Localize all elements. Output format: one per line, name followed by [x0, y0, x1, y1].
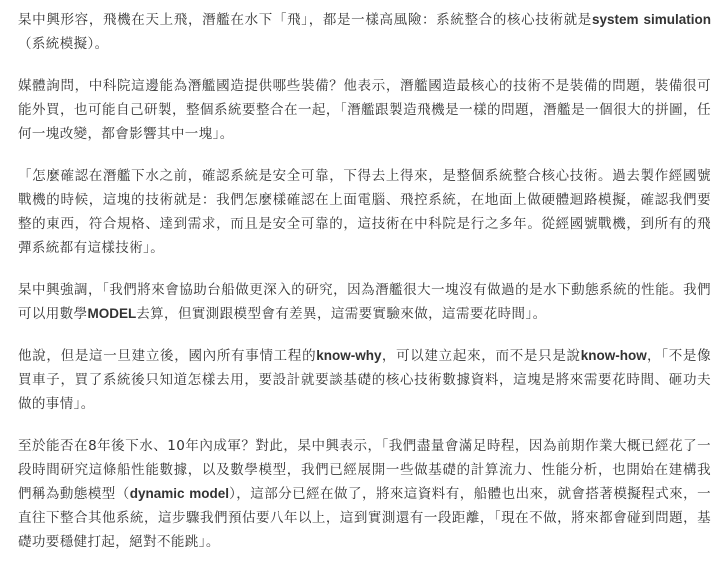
article-paragraph-6: 至於能否在8年後下水、10年內成軍？對此，杲中興表示，「我們盡量會滿足時程，因為前期作業大概已經花了一段時間研究這條船性能數據，以及數學模型，我們已經展開一些做基礎的計算流力、性能分析，也開始在建構我們稱為動態模型（dynamic model），這部分已經在做了，將來這資料有，船體也出來，就會搭著模擬程式來，一直往下整合其他系統，這步驟我們預估要八年以上，這到實測還有一段距離，「現在不做，將來都會碰到問題，基礎功要穩健打起，絕對不能跳」。	[18, 438, 712, 550]
article-paragraph-5: 他說，但是這一旦建立後，國內所有事情工程的know-why，可以建立起來，而不是只是說know-how，「不是像買車子，買了系統後只知道怎樣去用，要設計就要談基礎的核心技術數據資料，這塊是將來需要花時間、砸功夫做的事情」。	[18, 348, 712, 412]
article-paragraph-1: 杲中興形容，飛機在天上飛，潛艦在水下「飛」，都是一樣高風險：系統整合的核心技術就是system simulation（系統模擬）。	[18, 12, 711, 52]
article-paragraph-3: 「怎麼確認在潛艦下水之前，確認系統是安全可靠，下得去上得來，是整個系統整合核心技術。過去製作經國號戰機的時候，這塊的技術就是：我們怎麼樣確認在上面電腦、飛控系統，在地面上做硬體迴路模擬，確認我們要整的東西，符合規格、達到需求，而且是安全可靠的，這技術在中科院是行之多年。從經國號戰機，到所有的飛彈系統都有這樣技術」。	[18, 168, 711, 256]
article-paragraph-2: 媒體詢問，中科院這邊能為潛艦國造提供哪些裝備？他表示，潛艦國造最核心的技術不是裝備的問題，裝備很可能外買，也可能自己研製，整個系統要整合在一起，「潛艦跟製造飛機是一樣的問題，潛艦是一個很大的拼圖，任何一塊改變，都會影響其中一塊」。	[18, 78, 711, 142]
article-paragraph-4: 杲中興強調，「我們將來會協助台船做更深入的研究，因為潛艦很大一塊沒有做過的是水下動態系統的性能。我們可以用數學MODEL去算，但實測跟模型會有差異，這需要實驗來做，這需要花時間」。	[18, 282, 711, 322]
